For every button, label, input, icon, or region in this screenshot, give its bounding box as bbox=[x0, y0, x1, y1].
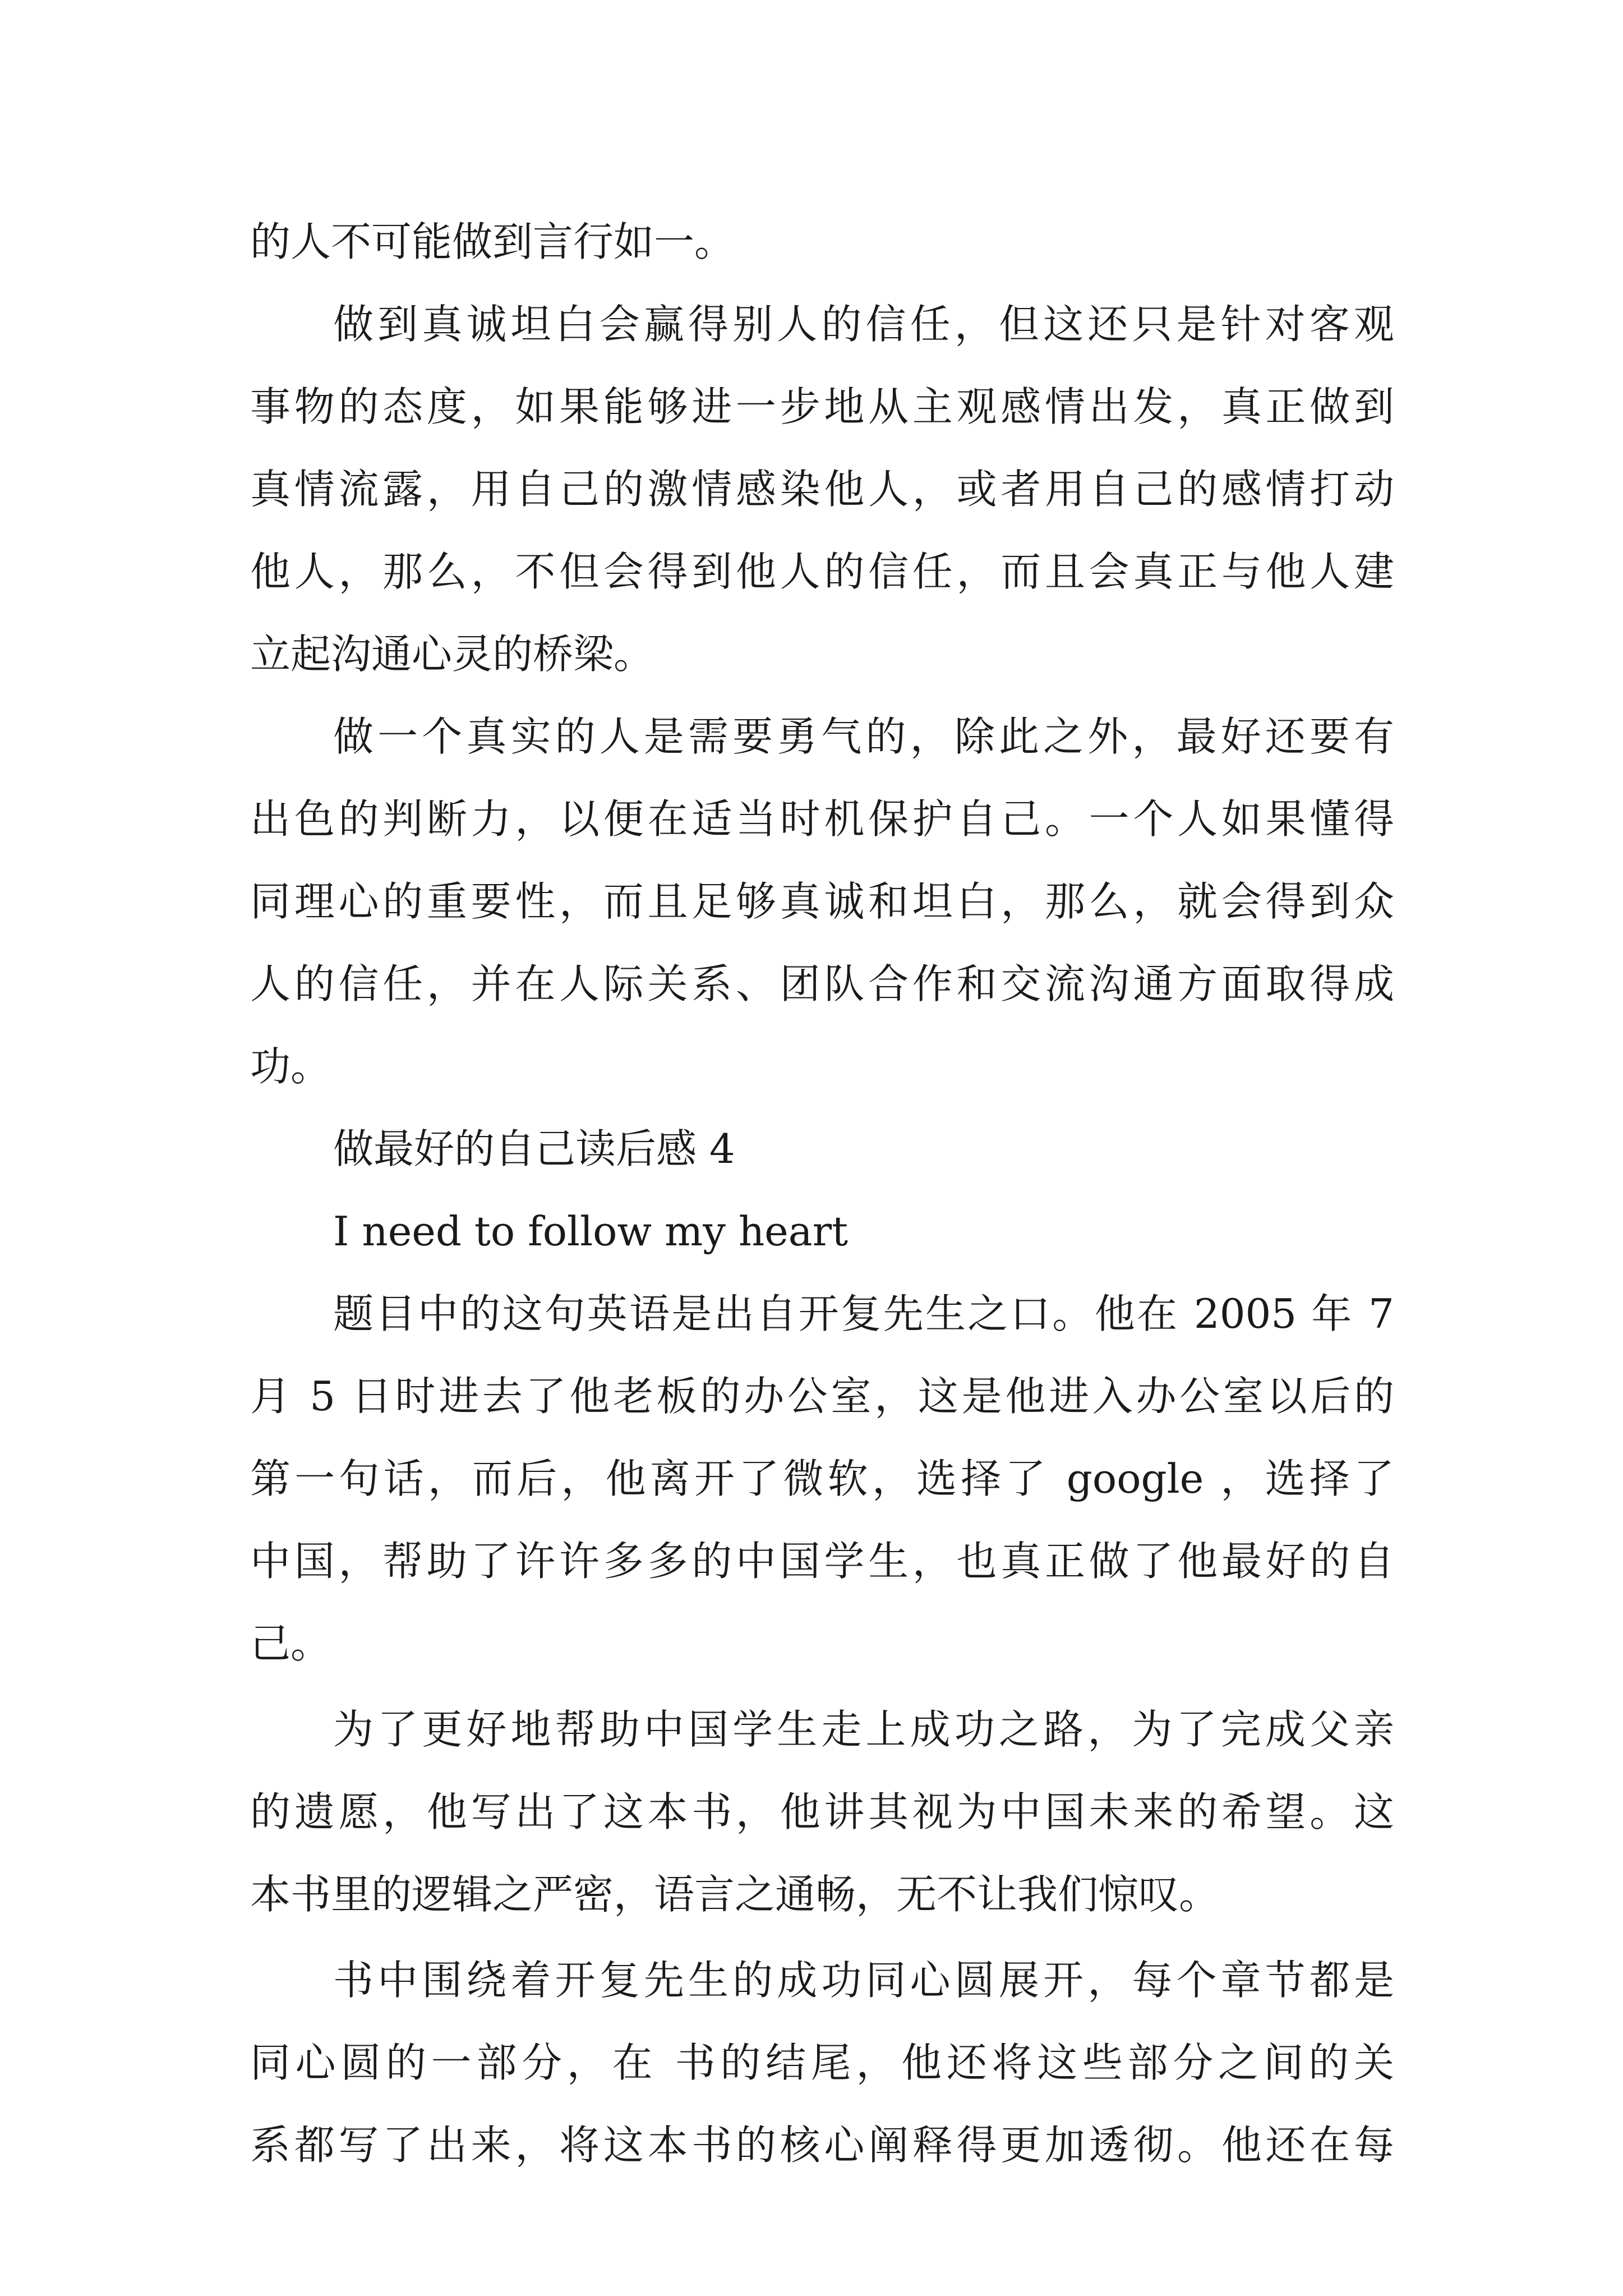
text-line: 真情流露，用自己的激情感染他人，或者用自己的感情打动 bbox=[250, 466, 1394, 513]
subtitle-line: I need to follow my heart bbox=[333, 1208, 849, 1255]
text-line: 系都写了出来，将这本书的核心阐释得更加透彻。他还在每 bbox=[250, 2122, 1394, 2169]
text-line: 他人，那么，不但会得到他人的信任，而且会真正与他人建 bbox=[250, 548, 1394, 595]
subtitle bbox=[250, 1190, 1394, 1273]
text-line: 第一句话，而后，他离开了微软，选择了 google ，选择了 bbox=[250, 1455, 1394, 1502]
text-line: 的人不可能做到言行如一。 bbox=[250, 218, 735, 265]
text-line: 本书里的逻辑之严密，语言之通畅，无不让我们惊叹。 bbox=[250, 1871, 1220, 1918]
paragraph bbox=[250, 201, 1394, 283]
text-line: 同心圆的一部分，在 书的结尾，他还将这些部分之间的关 bbox=[250, 2039, 1394, 2086]
text-line: 事物的态度，如果能够进一步地从主观感情出发，真正做到 bbox=[250, 383, 1394, 430]
text-line: 出色的判断力，以便在适当时机保护自己。一个人如果懂得 bbox=[250, 795, 1394, 843]
heading-line: 做最好的自己读后感 4 bbox=[333, 1125, 735, 1172]
paragraph bbox=[250, 696, 1394, 1108]
text-line: 做一个真实的人是需要勇气的，除此之外，最好还要有 bbox=[333, 713, 1394, 760]
paragraph bbox=[250, 1939, 1394, 2187]
text-line: 功。 bbox=[250, 1043, 331, 1090]
text-line: 书中围绕着开复先生的成功同心圆展开，每个章节都是 bbox=[333, 1957, 1394, 2004]
paragraph bbox=[250, 1688, 1394, 1936]
document-page bbox=[250, 201, 1394, 2187]
paragraph bbox=[250, 283, 1394, 696]
text-line: 立起沟通心灵的桥梁。 bbox=[250, 631, 654, 678]
text-line: 人的信任，并在人际关系、团队合作和交流沟通方面取得成 bbox=[250, 960, 1394, 1007]
text-line: 中国，帮助了许许多多的中国学生，也真正做了他最好的自 bbox=[250, 1538, 1394, 1585]
text-line: 己。 bbox=[250, 1620, 331, 1667]
section-heading bbox=[250, 1108, 1394, 1190]
text-line: 月 5 日时进去了他老板的办公室，这是他进入办公室以后的 bbox=[250, 1373, 1394, 1420]
paragraph bbox=[250, 1273, 1394, 1685]
text-line: 题目中的这句英语是出自开复先生之口。他在 2005 年 7 bbox=[333, 1290, 1394, 1337]
text-line: 为了更好地帮助中国学生走上成功之路，为了完成父亲 bbox=[333, 1706, 1394, 1753]
text-line: 做到真诚坦白会赢得别人的信任，但这还只是针对客观 bbox=[333, 301, 1394, 348]
text-line: 同理心的重要性，而且足够真诚和坦白，那么，就会得到众 bbox=[250, 878, 1394, 925]
text-line: 的遗愿，他写出了这本书，他讲其视为中国未来的希望。这 bbox=[250, 1788, 1394, 1835]
